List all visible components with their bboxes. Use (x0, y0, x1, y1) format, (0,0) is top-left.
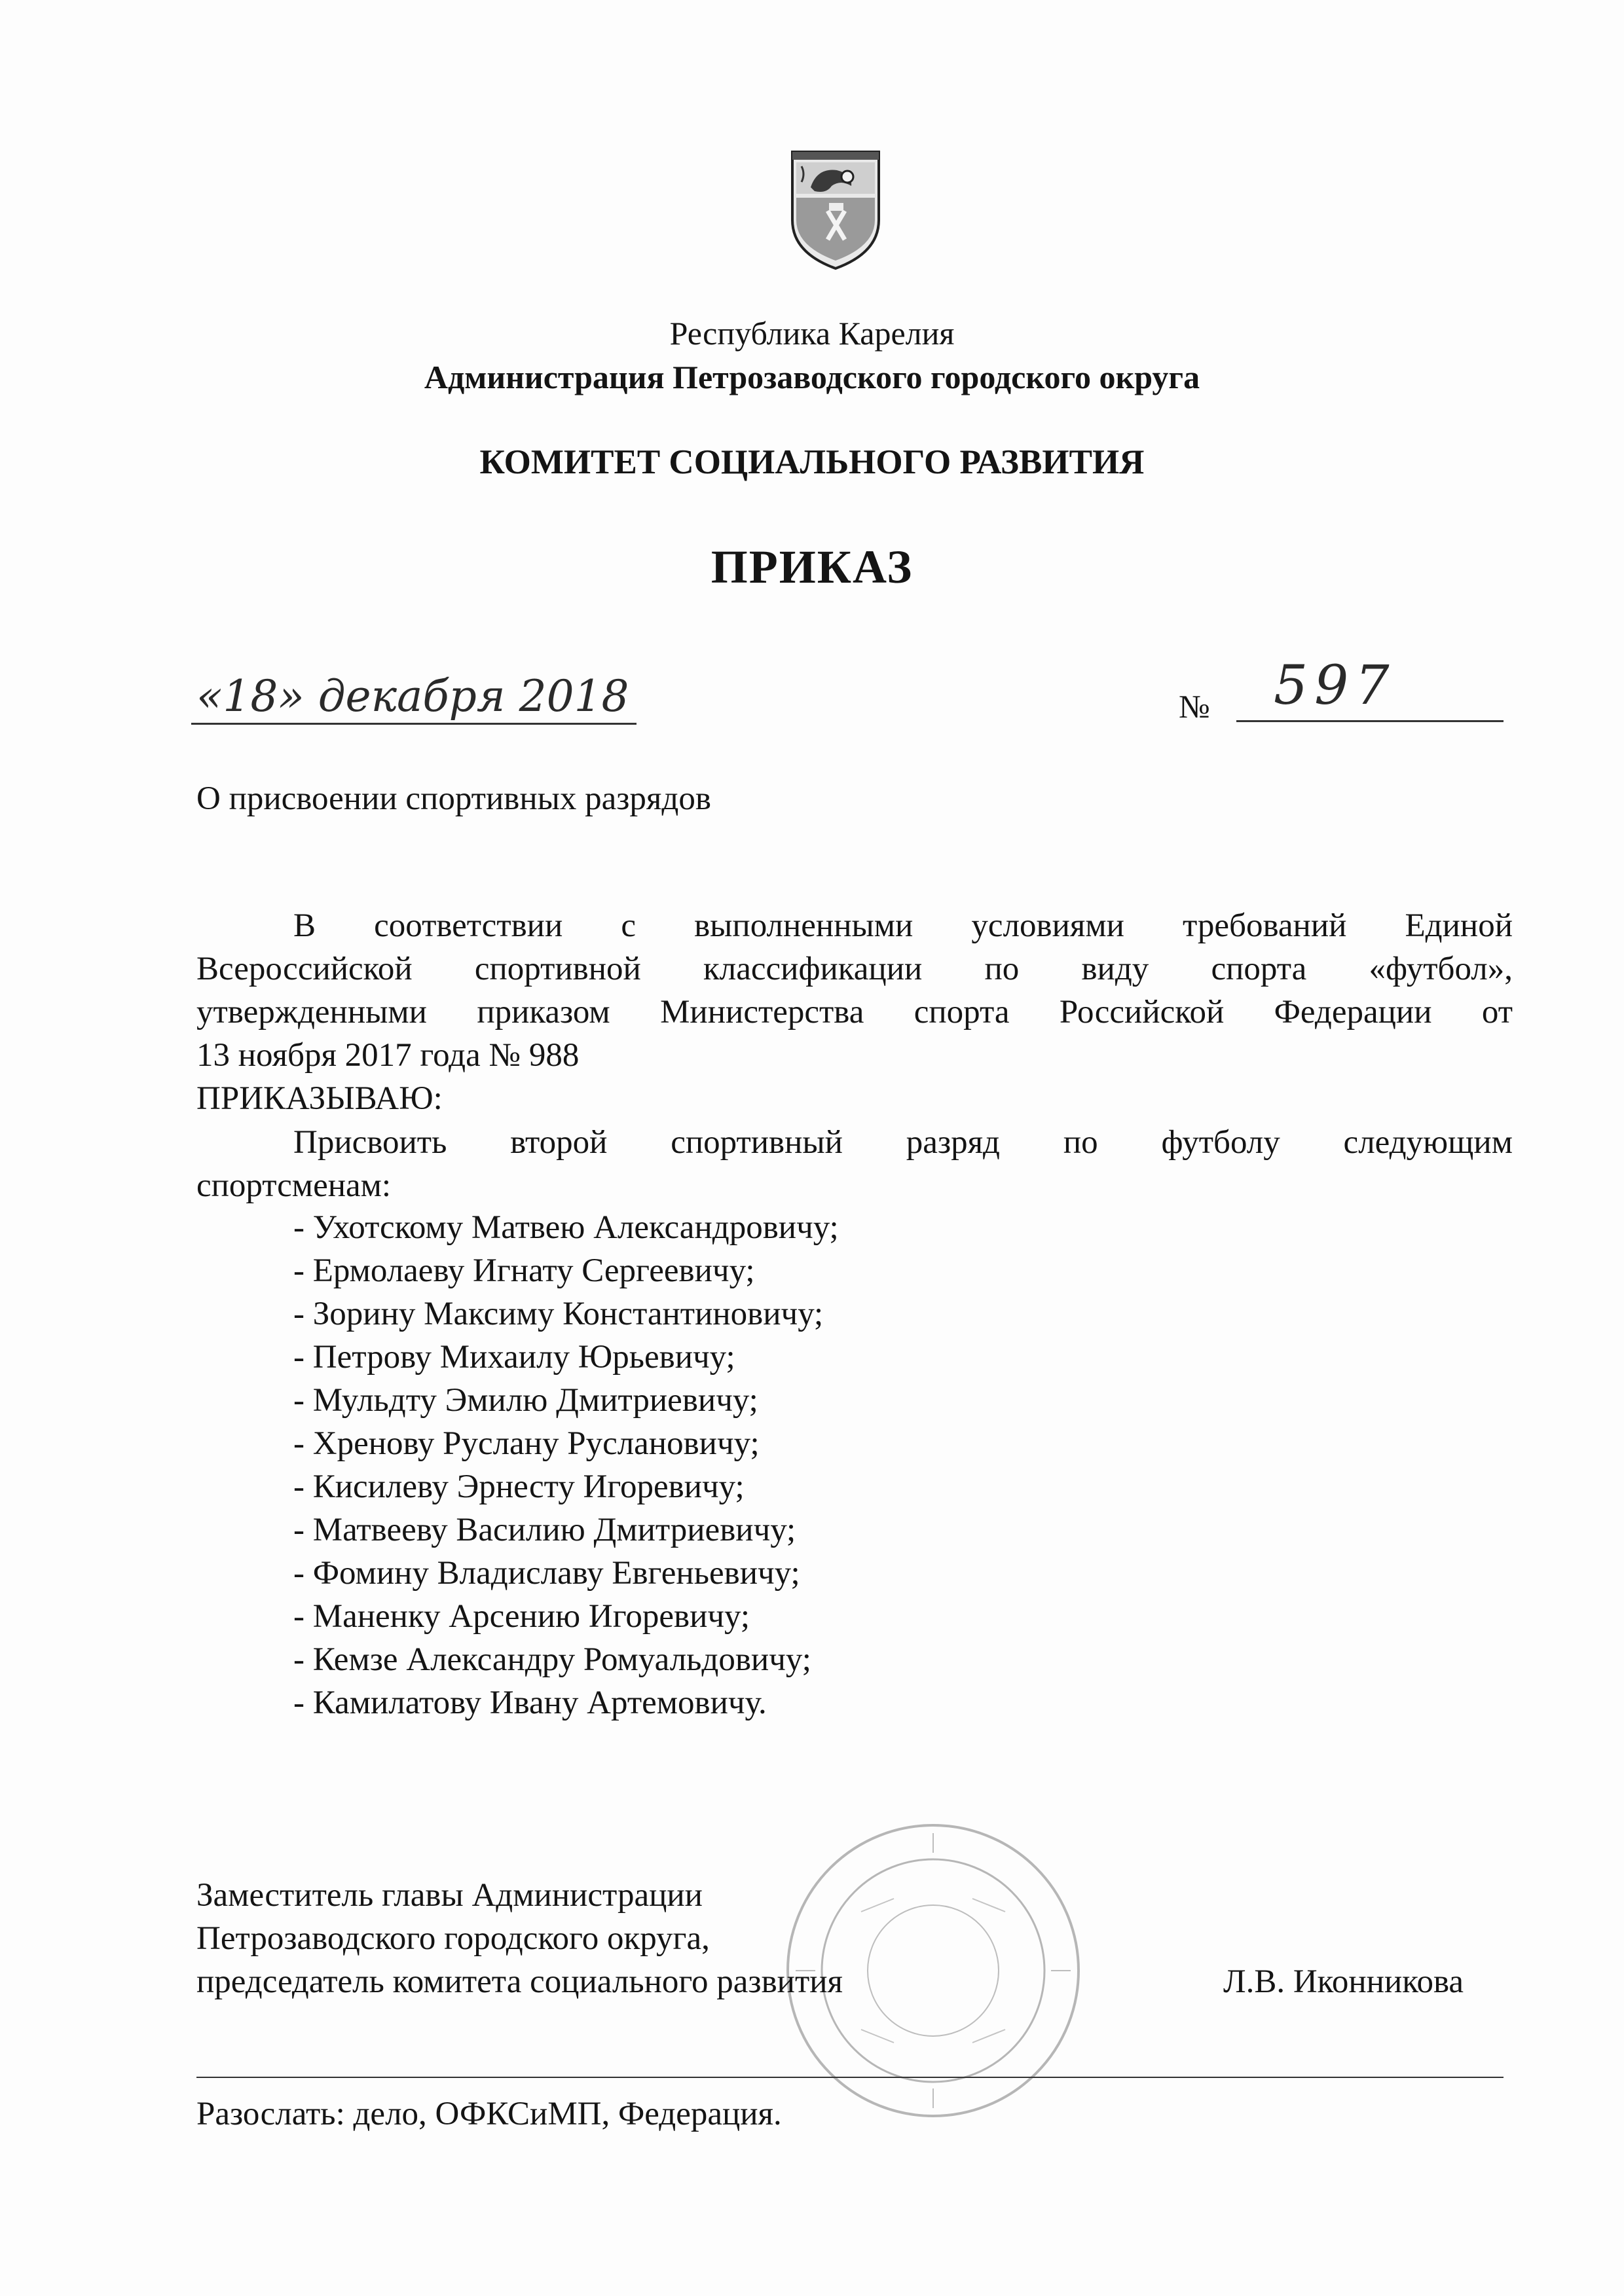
document-type-title: ПРИКАЗ (710, 541, 913, 593)
order-word: ПРИКАЗЫВАЮ: (196, 1080, 443, 1117)
order-subject: О присвоении спортивных разрядов (196, 780, 711, 817)
basis-line-3: утвержденными приказом Министерства спорта Российской Федерации от (196, 994, 1513, 1030)
signer-name: Л.В. Иконникова (1223, 1963, 1464, 2000)
assign-line: Присвоить второй спортивный разряд по футболу следующим (293, 1124, 1513, 1161)
athlete-item-8: - Матвееву Василию Дмитриевичу; (293, 1512, 796, 1548)
athlete-item-2: - Ермолаеву Игнату Сергеевичу; (293, 1252, 755, 1289)
athlete-item-3: - Зорину Максиму Константиновичу; (293, 1296, 824, 1332)
date-underline (191, 723, 637, 725)
order-date-handwritten: «18» декабря 2018 (196, 671, 629, 721)
basis-line-4: 13 ноября 2017 года № 988 (196, 1037, 580, 1074)
athlete-item-12: - Камилатову Ивану Артемовичу. (293, 1685, 767, 1721)
coat-of-arms-emblem (788, 148, 883, 272)
athlete-item-1: - Ухотскому Матвею Александровичу; (293, 1209, 839, 1246)
order-number-sign: № (1179, 688, 1210, 725)
athlete-item-5: - Мульдту Эмилю Дмитриевичу; (293, 1382, 758, 1419)
athlete-item-9: - Фомину Владиславу Евгеньевичу; (293, 1555, 800, 1592)
athlete-item-11: - Кемзе Александру Ромуальдовичу; (293, 1641, 811, 1678)
distribution-divider (196, 2077, 1504, 2078)
athlete-item-4: - Петрову Михаилу Юрьевичу; (293, 1339, 735, 1376)
basis-line-2: Всероссийской спортивной классификации по виду спорта «футбол», (196, 951, 1513, 987)
athlete-item-6: - Хренову Руслану Руслановичу; (293, 1425, 760, 1462)
athlete-item-7: - Кисилеву Эрнесту Игоревичу; (293, 1468, 745, 1505)
basis-line-1: В соответствии с выполненными условиями требований Единой (293, 907, 1513, 944)
athlete-item-10: - Маненку Арсению Игоревичу; (293, 1598, 750, 1635)
assign-last-line: спортсменам: (196, 1167, 392, 1204)
header-republic: Республика Карелия (669, 315, 955, 352)
order-number-handwritten: 597 (1274, 655, 1396, 717)
distribution-list: Разослать: дело, ОФКСиМП, Федерация. (196, 2096, 782, 2132)
header-committee: КОМИТЕТ СОЦИАЛЬНОГО РАЗВИТИЯ (479, 443, 1145, 481)
number-underline (1236, 720, 1504, 722)
header-administration: Администрация Петрозаводского городского округа (424, 359, 1200, 395)
signer-position-line-2: Петрозаводского городского округа, (196, 1920, 710, 1957)
signer-position-line-3: председатель комитета социального развития (196, 1963, 843, 2000)
signer-position-line-1: Заместитель главы Администрации (196, 1877, 703, 1914)
